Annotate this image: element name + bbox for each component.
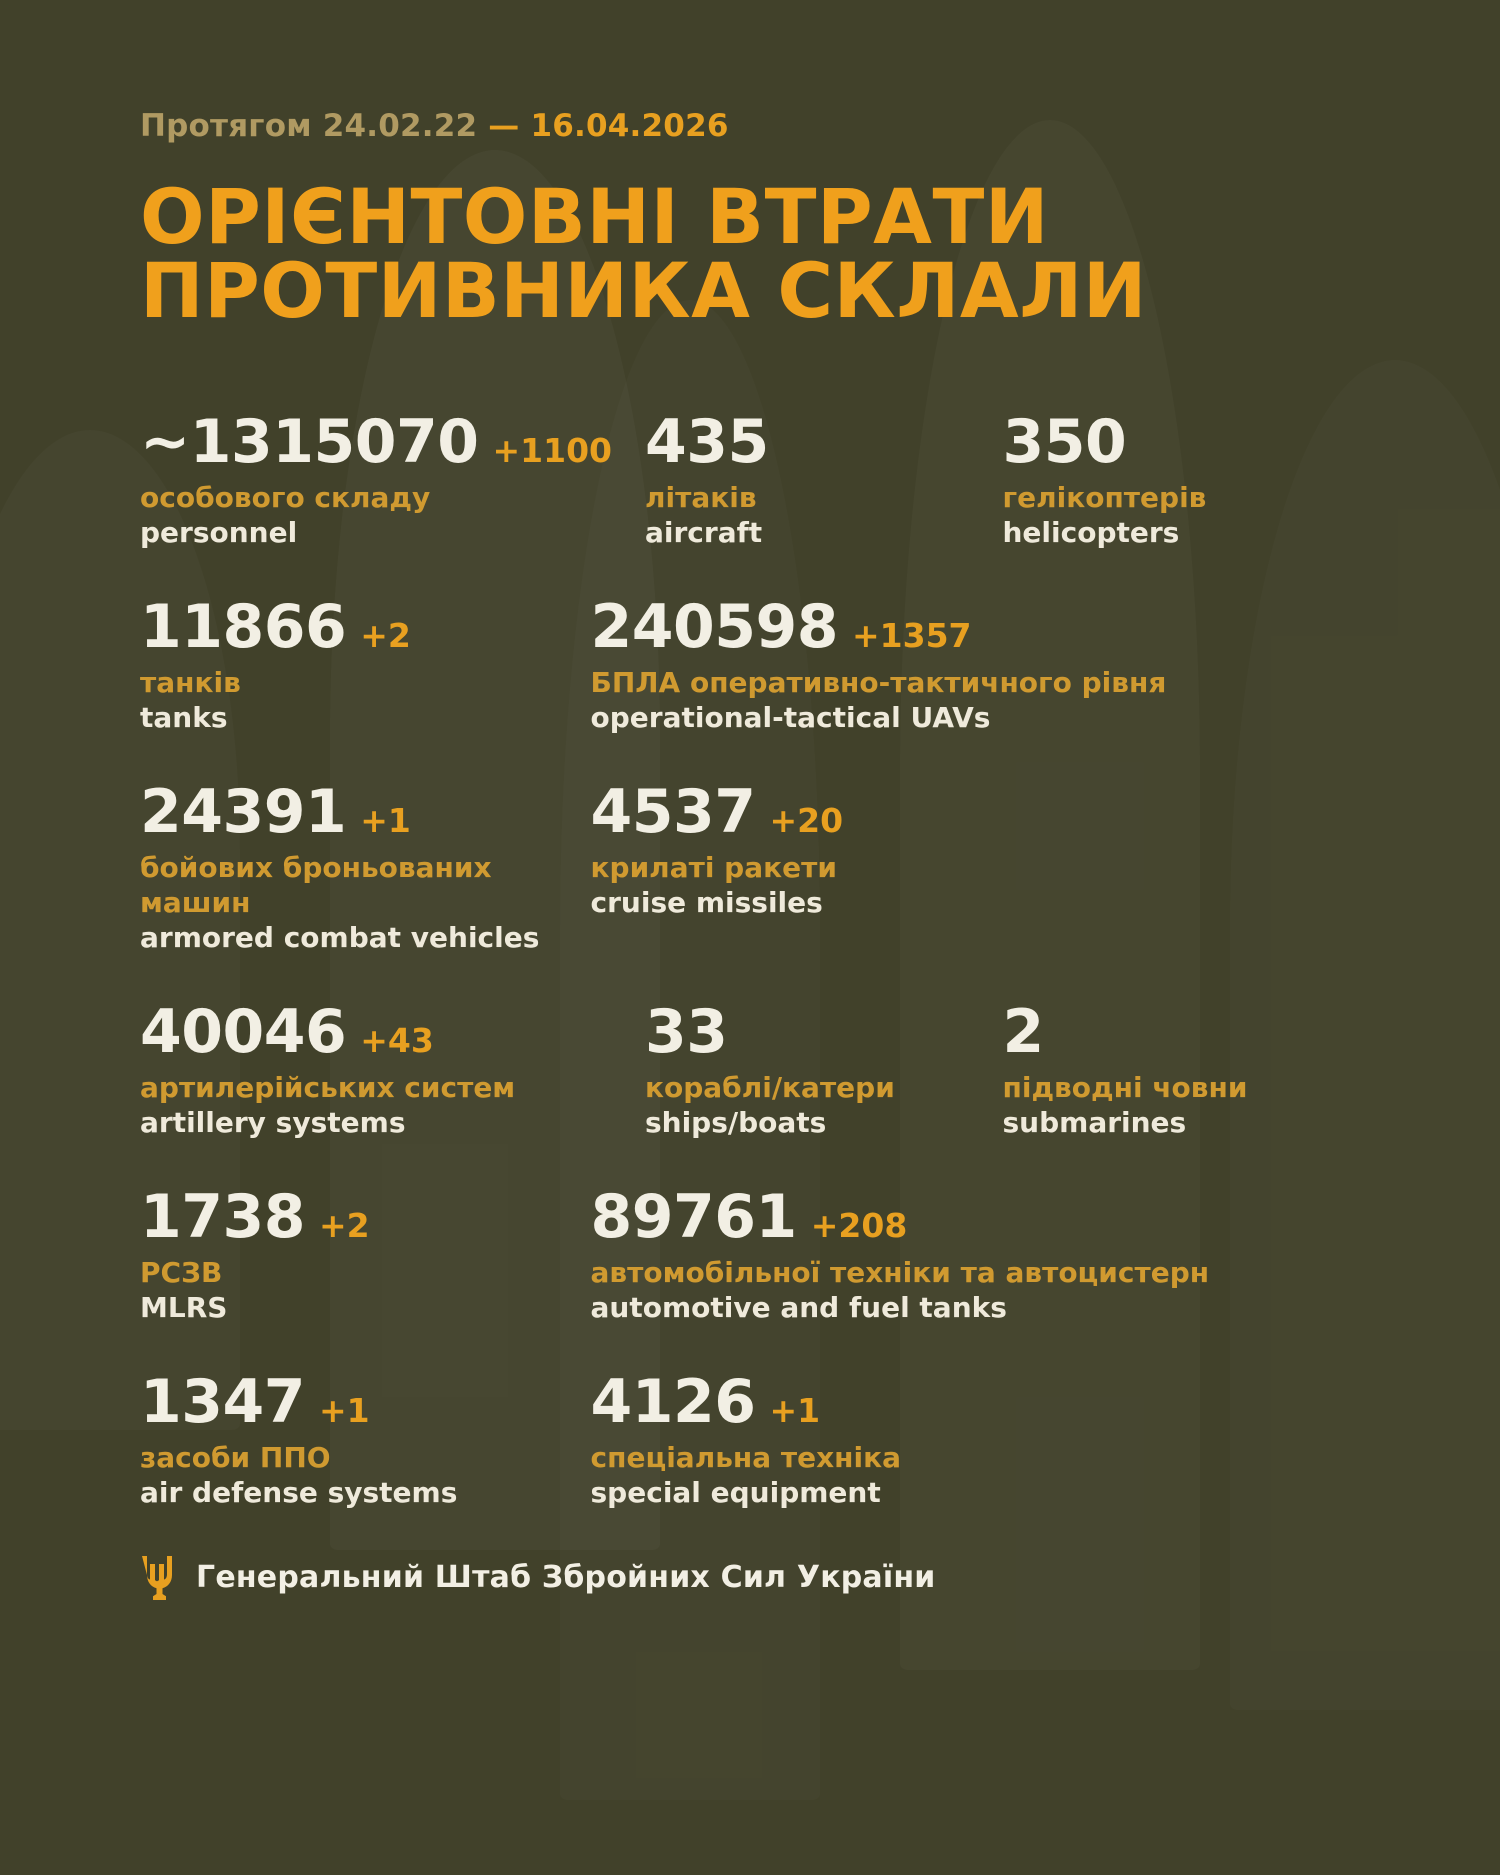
stat-label-en: cruise missiles <box>590 885 823 919</box>
stat-value: 33 <box>644 996 728 1067</box>
stat-value-line <box>644 406 1003 477</box>
stat-delta: +1100 <box>492 430 613 470</box>
stat-value: ~1315070 <box>140 406 479 477</box>
stat-label-en: air defense systems <box>140 1475 458 1509</box>
date-start: Протягом 24.02.22 <box>140 108 489 144</box>
stat-value: 11866 <box>140 591 347 662</box>
trident-icon <box>140 1556 174 1600</box>
stat-ships <box>644 996 1003 1140</box>
stats-row <box>140 591 1360 735</box>
stat-special-equipment <box>590 1366 1360 1510</box>
stat-label-en: helicopters <box>1002 515 1180 549</box>
stat-value: 1738 <box>140 1181 305 1252</box>
stat-label-en: automotive and fuel tanks <box>590 1290 1007 1324</box>
date-separator: — <box>488 108 531 144</box>
stat-delta: +1 <box>360 800 411 840</box>
stat-value-line <box>590 1181 1360 1252</box>
stat-helicopters <box>1002 406 1361 550</box>
stat-delta: +20 <box>769 800 844 840</box>
stats-row <box>140 1366 1360 1510</box>
stat-value-line <box>1002 406 1361 477</box>
stat-armored-vehicles <box>140 776 591 955</box>
stat-value-line <box>140 996 645 1067</box>
stat-label-ua: підводні човни <box>1002 1070 1248 1104</box>
date-end: 16.04.2026 <box>530 108 729 144</box>
stats-row <box>140 1181 1360 1325</box>
stat-label-ua: крилаті ракети <box>590 850 837 884</box>
stat-delta: +1 <box>769 1390 821 1430</box>
stat-label-en: aircraft <box>644 515 763 549</box>
stat-label-en: operational-tactical UAVs <box>590 700 991 734</box>
stat-label-ua: автомобільної техніки та автоцистерн <box>590 1255 1210 1289</box>
stat-cruise-missiles <box>590 776 1360 920</box>
stat-value-line <box>140 406 645 477</box>
stat-label-ua: танків <box>140 665 241 699</box>
stat-value-line <box>590 591 1360 662</box>
stat-delta: +208 <box>810 1205 908 1245</box>
stat-label-ua: артилерійських систем <box>140 1070 516 1104</box>
title-line-1: ОРІЄНТОВНІ ВТРАТИ <box>140 172 1049 261</box>
stat-value: 40046 <box>140 996 347 1067</box>
stat-value-line <box>644 996 1003 1067</box>
stat-value: 4126 <box>590 1366 756 1437</box>
stat-mlrs <box>140 1181 591 1325</box>
stat-value-line <box>140 776 591 847</box>
stat-label-ua: кораблі/катери <box>644 1070 895 1104</box>
page-title <box>140 172 1360 336</box>
stats-grid <box>140 406 1360 1510</box>
stat-label-en: armored combat vehicles <box>140 920 540 954</box>
stat-label-en: personnel <box>140 515 298 549</box>
footer-text: Генеральний Штаб Збройних Сил України <box>196 1560 936 1596</box>
stat-tanks <box>140 591 591 735</box>
stat-label-ua: бойових броньованих машин <box>140 850 492 919</box>
stat-value: 89761 <box>590 1181 797 1252</box>
stat-delta: +1357 <box>852 615 972 655</box>
stat-value: 4537 <box>590 776 756 847</box>
stat-label-ua: РСЗВ <box>140 1255 223 1289</box>
stat-label-en: ships/boats <box>644 1105 827 1139</box>
stat-value-line <box>140 591 591 662</box>
stat-air-defense <box>140 1366 591 1510</box>
stat-uavs <box>590 591 1360 735</box>
stat-label-ua: особового складу <box>140 480 431 514</box>
stats-row <box>140 776 1360 955</box>
stat-value: 240598 <box>590 591 839 662</box>
stat-label-ua: засоби ППО <box>140 1440 331 1474</box>
title-line-2: ПРОТИВНИКА СКЛАЛИ <box>140 246 1147 336</box>
stat-label-en: tanks <box>140 700 228 734</box>
stat-value-line <box>1002 996 1361 1067</box>
stats-row <box>140 996 1360 1140</box>
stat-value-line <box>590 1366 1360 1437</box>
stat-aircraft <box>644 406 1003 550</box>
stat-label-ua: літаків <box>644 480 757 514</box>
stat-delta: +43 <box>360 1020 434 1060</box>
footer <box>140 1556 1360 1600</box>
stat-personnel <box>140 406 645 550</box>
stat-value-line <box>590 776 1360 847</box>
stat-delta: +2 <box>360 615 411 655</box>
stat-value: 2 <box>1002 996 1044 1067</box>
stat-automotive <box>590 1181 1360 1325</box>
stat-label-en: artillery systems <box>140 1105 406 1139</box>
stat-value: 24391 <box>140 776 347 847</box>
stats-row <box>140 406 1360 550</box>
stat-value-line <box>140 1366 591 1437</box>
stat-value: 435 <box>644 406 769 477</box>
stat-value: 350 <box>1002 406 1127 477</box>
stat-label-ua: гелікоптерів <box>1002 480 1207 514</box>
stat-label-ua: БПЛА оперативно-тактичного рівня <box>590 665 1167 699</box>
stat-label-en: submarines <box>1002 1105 1187 1139</box>
stat-value-line <box>140 1181 591 1252</box>
stat-label-ua: спеціальна техніка <box>590 1440 902 1474</box>
stat-label-en: special equipment <box>590 1475 881 1509</box>
stat-artillery <box>140 996 645 1140</box>
stat-label-en: MLRS <box>140 1290 228 1324</box>
stat-delta: +2 <box>319 1205 370 1245</box>
stat-delta: +1 <box>319 1390 370 1430</box>
stat-value: 1347 <box>140 1366 305 1437</box>
date-range <box>140 0 1360 144</box>
stat-submarines <box>1002 996 1361 1140</box>
